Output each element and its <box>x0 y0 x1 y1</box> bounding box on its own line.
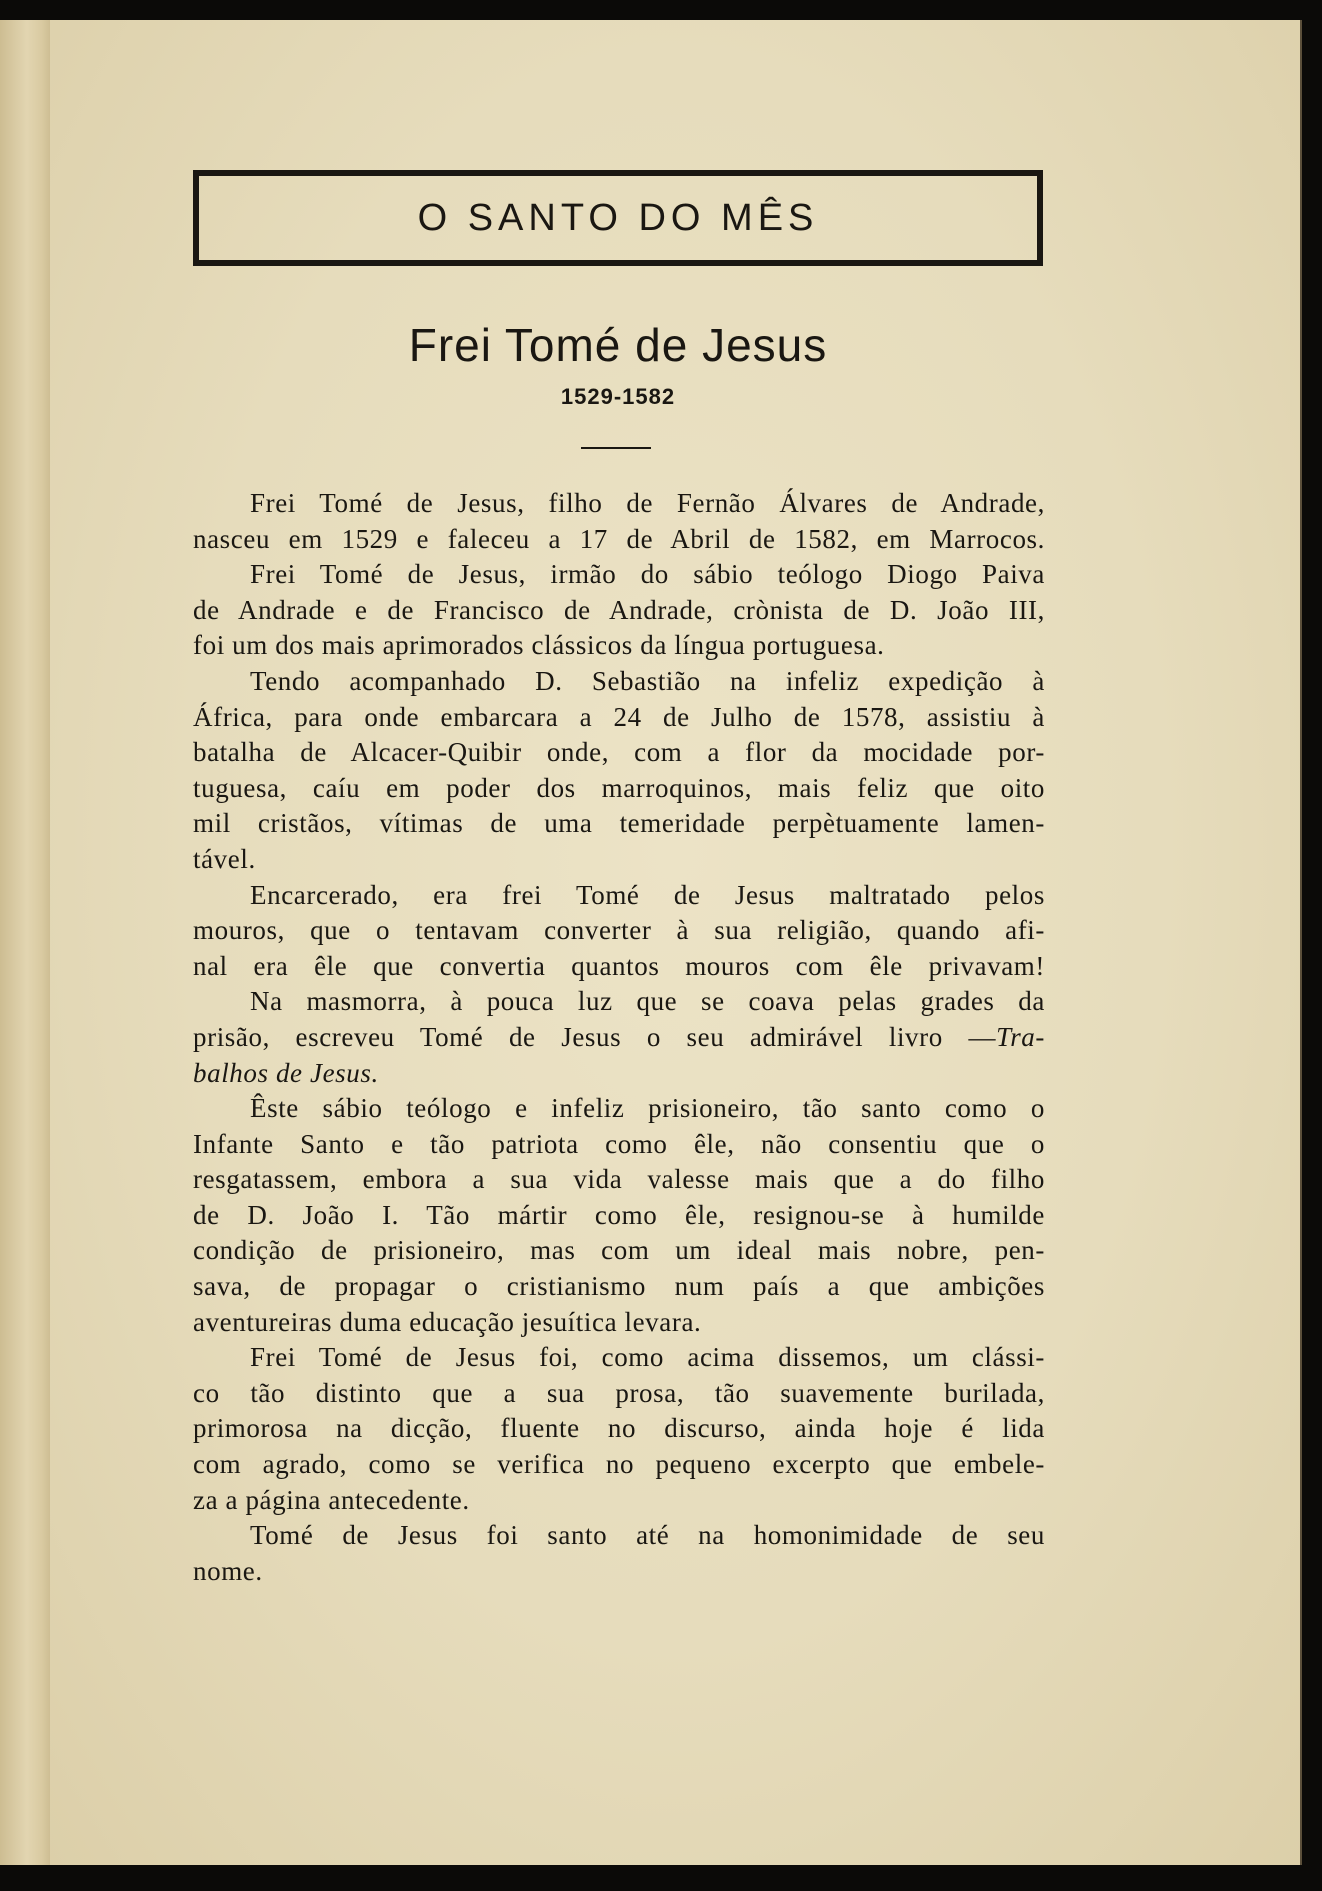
paragraph-7 <box>193 1518 1045 1589</box>
paragraph-3 <box>193 878 1045 985</box>
text-line: de D. João I. Tão mártir como êle, resignou-se à humilde <box>193 1199 1045 1230</box>
text-line: resgatassem, embora a sua vida valesse mais que a do filho <box>193 1164 1045 1195</box>
text-line: mouros, que o tentavam converter à sua religião, quando afi- <box>193 915 1045 946</box>
text-line: condição de prisioneiro, mas com um ideal mais nobre, pen- <box>193 1235 1045 1266</box>
text-line: de Andrade e de Francisco de Andrade, crònista de D. João III, <box>193 594 1045 625</box>
text-line: tuguesa, caíu em poder dos marroquinos, mais feliz que oito <box>193 772 1045 803</box>
text-line: África, para onde embarcara a 24 de Julho de 1578, assistiu à <box>193 701 1045 732</box>
text-line: Na masmorra, à pouca luz que se coava pelas grades da <box>250 986 1045 1017</box>
section-header-box <box>193 170 1043 266</box>
book-title-part: Tra- <box>996 1021 1045 1052</box>
text-line: Frei Tomé de Jesus foi, como acima dissemos, um clássi- <box>250 1342 1045 1373</box>
paragraph-4 <box>193 984 1045 1091</box>
book-title-part: balhos de Jesus. <box>193 1057 379 1088</box>
paragraph-5 <box>193 1091 1045 1340</box>
text-line: primorosa na dicção, fluente no discurso, ainda hoje é lida <box>193 1413 1045 1444</box>
text-line: nal era êle que convertia quantos mouros com êle privavam! <box>193 950 1045 981</box>
article-title: Frei Tomé de Jesus <box>408 319 828 371</box>
paragraph-1 <box>193 486 1045 664</box>
text-line: aventureiras duma educação jesuítica levara. <box>193 1306 702 1337</box>
text-line-part: prisão, escreveu Tomé de Jesus o seu admirável livro — <box>193 1021 997 1052</box>
paragraph-2 <box>193 664 1045 878</box>
text-line: Frei Tomé de Jesus, filho de Fernão Álvares de Andrade, <box>250 488 1045 518</box>
text-line: Tomé de Jesus foi santo até na homonimidade de seu <box>250 1520 1045 1551</box>
text-line: nasceu em 1529 e faleceu a 17 de Abril de 1582, em Marrocos. <box>193 523 1045 554</box>
paragraph-6 <box>193 1340 1045 1518</box>
text-line: Frei Tomé de Jesus, irmão do sábio teólogo Diogo Paiva <box>250 559 1045 590</box>
text-line: batalha de Alcacer-Quibir onde, com a flor da mocidade por- <box>193 737 1045 768</box>
text-line: sava, de propagar o cristianismo num país a que ambições <box>193 1271 1045 1302</box>
article-body <box>193 486 1045 1589</box>
divider-rule <box>581 447 651 449</box>
text-line: foi um dos mais aprimorados clássicos da língua portuguesa. <box>193 630 885 661</box>
text-line: Infante Santo e tão patriota como êle, não consentiu que o <box>193 1128 1045 1159</box>
text-line: za a página antecedente. <box>193 1484 470 1515</box>
text-line: mil cristãos, vítimas de uma temeridade perpètuamente lamen- <box>193 808 1045 839</box>
text-line <box>136 1056 1045 1092</box>
section-header: O SANTO DO MÊS <box>417 196 819 239</box>
text-line: tável. <box>193 843 256 874</box>
text-line: Tendo acompanhado D. Sebastião na infeliz expedição à <box>250 665 1045 696</box>
article-years: 1529-1582 <box>560 384 676 409</box>
text-line <box>136 1020 1045 1056</box>
text-line: Encarcerado, era frei Tomé de Jesus maltratado pelos <box>250 879 1045 910</box>
text-line: nome. <box>193 1555 263 1586</box>
text-line: Êste sábio teólogo e infeliz prisioneiro, tão santo como o <box>250 1093 1045 1124</box>
text-line: co tão distinto que a sua prosa, tão suavemente burilada, <box>193 1377 1045 1408</box>
text-line: com agrado, como se verifica no pequeno excerpto que embele- <box>193 1449 1045 1480</box>
